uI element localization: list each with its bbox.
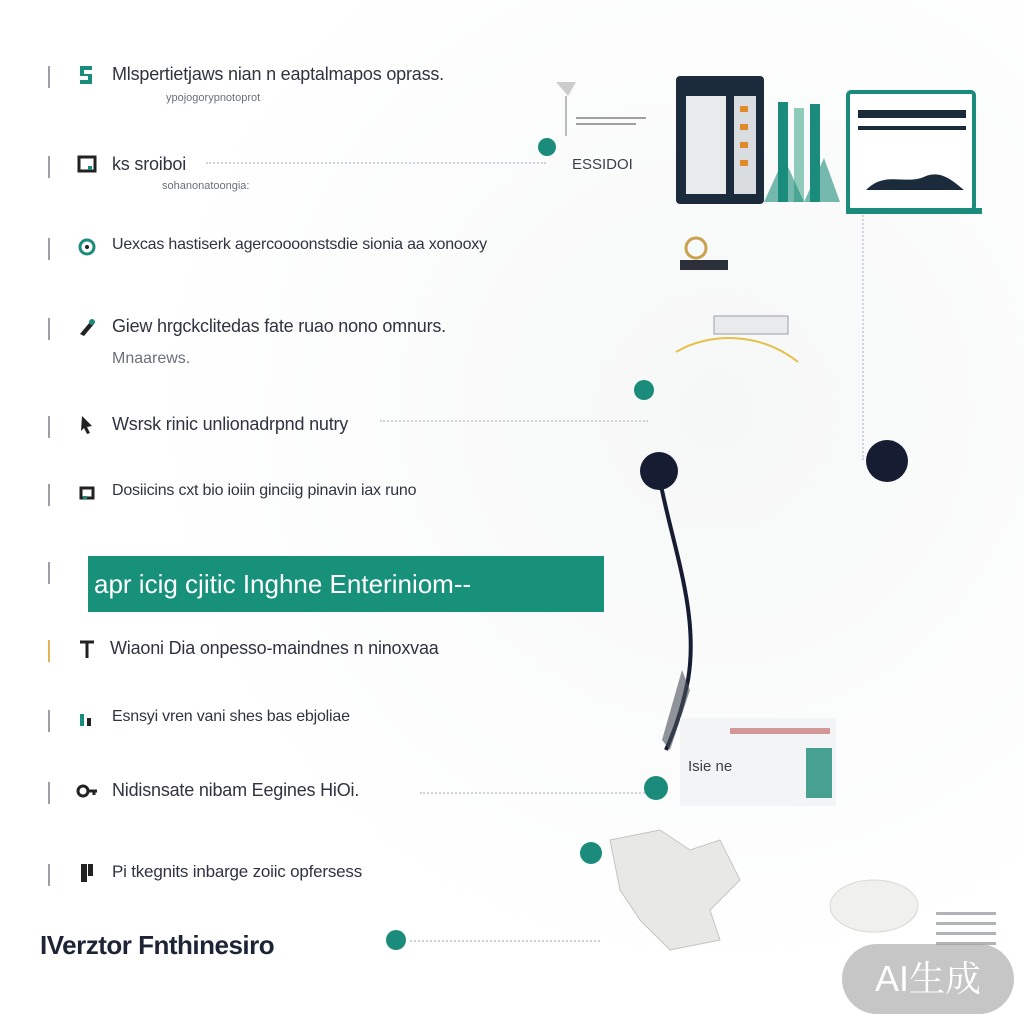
wrench-icon [76,314,98,340]
server-label: ESSIDOI [572,156,633,173]
list-item-text: Wiaoni Dia onpesso-maindnes n ninoxvaa [110,638,439,658]
list-item-text: ks sroiboi [112,154,187,174]
list-bracket [48,238,53,260]
timeline-dot [634,380,654,400]
bar-graphic-icon [764,98,844,208]
globe-illustration [826,866,926,936]
connector-line [862,200,864,460]
list-item-text: Mlspertietjaws nian n eaptalmapos oprass. [112,64,444,84]
map-illustration [600,820,760,970]
list-bracket [48,710,53,732]
list-item-sub: ypojogorypnotoprot [166,92,261,104]
shield-icon [76,480,98,506]
monitor-icon [846,90,986,216]
bookmark-icon [76,860,98,886]
list-item-sub: Mnaarews. [112,350,191,367]
list-bracket [48,782,53,804]
card-label: Isie ne [688,758,733,775]
connector-line [380,420,648,422]
chart-icon [76,706,98,732]
list-item-text: Wsrsk rinic unlionadrpnd nutry [112,414,349,434]
connector-line [410,940,600,942]
gear-icon [76,234,98,260]
timeline-curve [600,460,720,760]
arrow-icon [76,636,98,662]
list-bracket [48,416,53,438]
timeline-dot [386,930,406,950]
timeline-dot [580,842,602,864]
list-bracket [48,484,53,506]
page-title: IVerztor Fnthinesiro [40,930,275,960]
connector-line [420,792,660,794]
connector-line [206,162,546,164]
list-item-text: Uexcas hastiserk agercoooonstsdie sionia aa xonooxy [112,236,487,253]
cursor-icon [76,412,98,438]
list-item-text: Giew hrgckclitedas fate ruao nono omnurs. [112,316,446,336]
list-bracket [48,66,53,88]
list-item-text: Pi tkegnits inbarge zoiic opfersess [112,862,363,881]
timeline-dot [644,776,668,800]
list-item-text: Dosiicins cxt bio ioiin ginciig pinavin iax runo [112,482,417,499]
timeline-dot [866,440,908,482]
list-item-text: Esnsyi vren vani shes bas ebjoliae [112,708,350,725]
cable-illustration [620,232,800,382]
code-icon [76,62,98,88]
list-bracket [48,864,53,886]
ai-badge: AI生成 [842,944,1014,1014]
list-bracket [48,640,53,662]
highlight-banner: apr icig cjitic Inghne Enteriniom-- [88,556,604,612]
timeline-dot [640,452,678,490]
lamp-icon [536,76,656,156]
key-icon [76,778,98,804]
list-item-sub: sohanonatoongia: [162,180,250,192]
server-rack-icon [676,76,768,208]
list-bracket [48,318,53,340]
terminal-icon [76,152,98,178]
list-bracket [48,156,53,178]
list-item-text: Nidisnsate nibam Eegines HiOi. [112,780,360,800]
list-bracket [48,562,53,584]
